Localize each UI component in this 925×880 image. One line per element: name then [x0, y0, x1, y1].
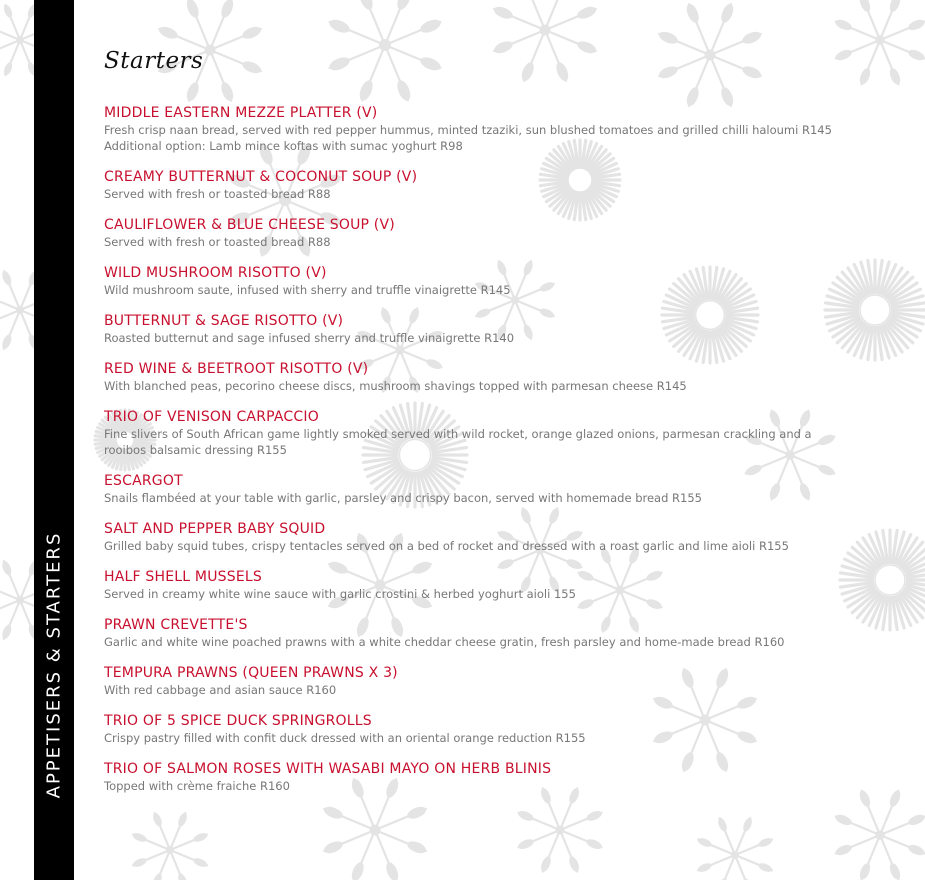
cutlery-starburst-icon [132, 812, 209, 880]
item-description: Fresh crisp naan bread, served with red pepper hummus, minted tzaziki, sun blushed tomatoes and grilled chilli haloumi R145 [104, 123, 832, 137]
item-name: SALT AND PEPPER BABY SQUID [104, 521, 326, 537]
item-description: With blanched peas, pecorino cheese discs, mushroom shavings topped with parmesan cheese R145 [104, 379, 687, 393]
menu-item [104, 616, 844, 650]
item-description: rooibos balsamic dressing R155 [104, 443, 287, 457]
section-title: Starters [104, 48, 204, 74]
sidebar [34, 0, 74, 880]
item-name: PRAWN CREVETTE'S [104, 617, 248, 633]
item-name: BUTTERNUT & SAGE RISOTTO (V) [104, 313, 344, 329]
menu-item [104, 568, 844, 602]
menu-item [104, 104, 844, 154]
item-name: TRIO OF SALMON ROSES WITH WASABI MAYO ON HERB BLINIS [104, 761, 552, 777]
menu-item [104, 216, 844, 250]
item-name: WILD MUSHROOM RISOTTO (V) [104, 265, 327, 281]
menu-item [104, 264, 844, 298]
item-description: Garlic and white wine poached prawns with a white cheddar cheese gratin, fresh parsley and home-made bread R160 [104, 635, 785, 649]
item-name: TRIO OF VENISON CARPACCIO [104, 409, 319, 425]
item-description: Wild mushroom saute, infused with sherry and truffle vinaigrette R145 [104, 283, 511, 297]
menu-item [104, 168, 844, 202]
item-description: Fine slivers of South African game lightly smoked served with wild rocket, orange glazed onions, parmesan crackling and a [104, 427, 812, 441]
item-description: Snails flambéed at your table with garlic, parsley and crispy bacon, served with homemade bread R155 [104, 491, 702, 505]
item-description: Roasted butternut and sage infused sherry and truffle vinaigrette R140 [104, 331, 515, 345]
cutlery-starburst-icon [834, 0, 925, 86]
item-name: RED WINE & BEETROOT RISOTTO (V) [104, 361, 369, 377]
item-name: ESCARGOT [104, 473, 183, 489]
menu-item [104, 712, 844, 746]
sidebar-label: APPETISERS & STARTERS [43, 531, 65, 799]
cutlery-starburst-icon [697, 817, 774, 880]
cutlery-starburst-icon [834, 789, 925, 880]
item-description: Topped with crème fraiche R160 [104, 779, 290, 793]
item-name: CREAMY BUTTERNUT & COCONUT SOUP (V) [104, 169, 418, 185]
item-description: Served in creamy white wine sauce with garlic crostini & herbed yoghurt aioli 155 [104, 587, 576, 601]
item-description: Served with fresh or toasted bread R88 [104, 235, 331, 249]
item-description: Crispy pastry filled with confit duck dressed with an oriental orange reduction R155 [104, 731, 586, 745]
menu-list [104, 104, 844, 794]
menu-content [104, 48, 844, 808]
item-description: Grilled baby squid tubes, crispy tentacles served on a bed of rocket and dressed with a roast garlic and lime aioli R155 [104, 539, 789, 553]
item-description: With red cabbage and asian sauce R160 [104, 683, 337, 697]
menu-item [104, 312, 844, 346]
item-name: HALF SHELL MUSSELS [104, 569, 262, 585]
menu-item [104, 408, 844, 458]
sunburst-icon [840, 530, 925, 630]
menu-item [104, 520, 844, 554]
item-name: TEMPURA PRAWNS (QUEEN PRAWNS X 3) [104, 665, 398, 681]
menu-item [104, 360, 844, 394]
menu-item [104, 664, 844, 698]
item-description: Additional option: Lamb mince koftas with sumac yoghurt R98 [104, 139, 463, 153]
item-name: CAULIFLOWER & BLUE CHEESE SOUP (V) [104, 217, 395, 233]
item-name: TRIO OF 5 SPICE DUCK SPRINGROLLS [104, 713, 372, 729]
menu-item [104, 472, 844, 506]
item-description: Served with fresh or toasted bread R88 [104, 187, 331, 201]
item-name: MIDDLE EASTERN MEZZE PLATTER (V) [104, 105, 378, 121]
menu-item [104, 760, 844, 794]
